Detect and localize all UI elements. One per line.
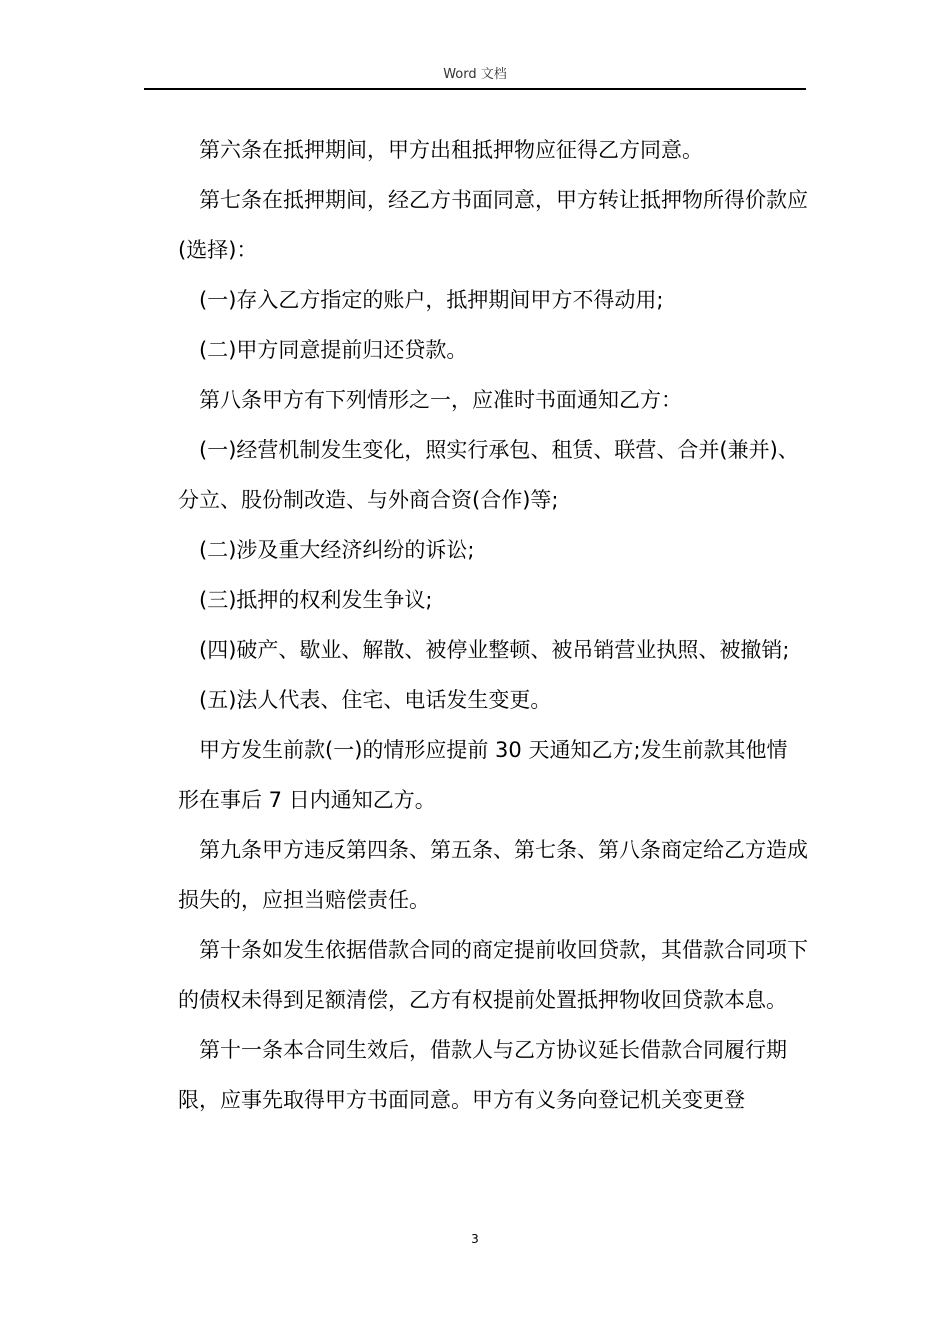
- paragraph-article-9: 第九条甲方违反第四条、第五条、第七条、第八条商定给乙方造成损失的，应担当赔偿责任。: [178, 838, 808, 912]
- paragraph-article-8-item-4: (四)破产、歇业、解散、被停业整顿、被吊销营业执照、被撤销;: [199, 638, 790, 662]
- paragraph-article-10: 第十条如发生依据借款合同的商定提前收回贷款，其借款合同项下的债权未得到足额清偿，乙方有权提前处置抵押物收回贷款本息。: [178, 938, 808, 1012]
- paragraph-article-8-notice: 甲方发生前款(一)的情形应提前 30 天通知乙方;发生前款其他情形在事后 7 日内通知乙方。: [178, 738, 788, 812]
- paragraph-article-8: 第八条甲方有下列情形之一，应准时书面通知乙方：: [199, 388, 682, 412]
- paragraph-article-7: 第七条在抵押期间，经乙方书面同意，甲方转让抵押物所得价款应(选择)：: [178, 188, 808, 262]
- paragraph-article-7-option-2: (二)甲方同意提前归还贷款。: [199, 338, 468, 362]
- paragraph-article-8-item-5: (五)法人代表、住宅、电话发生变更。: [199, 688, 552, 712]
- page-number: 3: [471, 1232, 479, 1246]
- document-body: [178, 125, 808, 1125]
- paragraph-article-8-item-3: (三)抵押的权利发生争议;: [199, 588, 433, 612]
- paragraph-article-11: 第十一条本合同生效后，借款人与乙方协议延长借款合同履行期限，应事先取得甲方书面同意。甲方有义务向登记机关变更登: [178, 1038, 787, 1112]
- paragraph-article-6: 第六条在抵押期间，甲方出租抵押物应征得乙方同意。: [199, 138, 703, 162]
- paragraph-article-8-item-2: (二)涉及重大经济纠纷的诉讼;: [199, 538, 475, 562]
- paragraph-article-7-option-1: (一)存入乙方指定的账户，抵押期间甲方不得动用;: [199, 288, 664, 312]
- paragraph-article-8-item-1: (一)经营机制发生变化，照实行承包、租赁、联营、合并(兼并)、分立、股份制改造、与外商合资(合作)等;: [178, 438, 799, 512]
- page-header: Word 文档: [443, 67, 507, 82]
- header-divider: [144, 88, 806, 90]
